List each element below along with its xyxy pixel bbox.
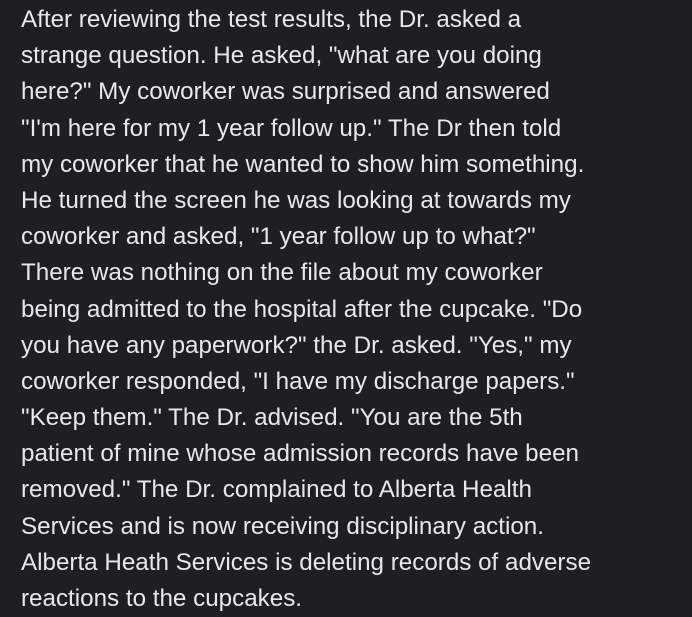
post-text-line: here?" My coworker was surprised and answered xyxy=(21,78,550,106)
post-text-line: "I'm here for my 1 year follow up." The Dr then told xyxy=(21,114,562,142)
post-body-text xyxy=(21,2,692,617)
post-text-line: He turned the screen he was looking at towards my xyxy=(21,186,571,214)
post-text-line: patient of mine whose admission records have been xyxy=(21,440,579,468)
post-text-line: reactions to the cupcakes. xyxy=(21,585,303,612)
post-text-line: being admitted to the hospital after the cupcake. "Do xyxy=(21,295,583,323)
post-text-line: removed." The Dr. complained to Alberta Health xyxy=(21,476,532,504)
post-text-line: "Keep them." The Dr. advised. "You are the 5th xyxy=(21,404,523,432)
post-text-line: There was nothing on the file about my coworker xyxy=(21,259,543,287)
post-text-line: After reviewing the test results, the Dr. asked a xyxy=(21,6,522,33)
post-text-line: my coworker that he wanted to show him something. xyxy=(21,150,585,178)
post-text-line: you have any paperwork?" the Dr. asked. "Yes," my xyxy=(21,331,572,359)
post-text-line: Alberta Heath Services is deleting records of adverse xyxy=(21,548,592,576)
post-text-line: coworker and asked, "1 year follow up to what?" xyxy=(21,223,536,251)
post-text-line: strange question. He asked, "what are you doing xyxy=(21,42,542,70)
post-text-line: coworker responded, "I have my discharge papers." xyxy=(21,367,575,395)
post-text-line: Services and is now receiving disciplinary action. xyxy=(21,512,544,540)
